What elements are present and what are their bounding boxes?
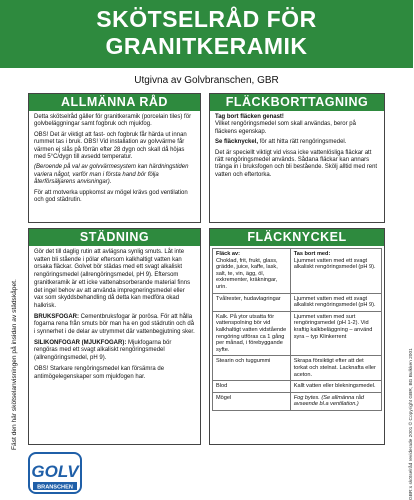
subtitle: Utgivna av Golvbranschen, GBR [134, 75, 279, 86]
paragraph: Cementbruksfogar är porösa. För att hålla fogarna rena från smuts bör man ha en god städrutin och då i synnerhet i de delar av utrymmet där vattenbegjutning sker. [34, 313, 195, 336]
paragraph: (Beroende på val av golvvärmesystem kan härdningstiden variera något, varför man i första hand bör följa återförsäljarens anvisningar). [34, 164, 189, 186]
column-header: Fläck av: [216, 251, 240, 257]
table-cell [290, 249, 381, 294]
title-band [0, 0, 413, 68]
panel-flackborttagning [209, 93, 385, 223]
stain-cell: Stearin och tuggummi [213, 356, 291, 381]
remedy-cell: Fog bytes. (Se allmänna råd avseende bl.a ventilation.) [290, 392, 381, 410]
panel-flacknyckel [209, 228, 385, 445]
stain-cell: Tvålrester, hudavlagringar [213, 293, 291, 311]
panel-stadning [28, 228, 201, 445]
paragraph: För att motverka uppkomst av mögel krävs god ventilation och god städrutin. [34, 189, 188, 204]
bold-label: SILIKONFOGAR (MJUKFOGAR): [34, 339, 127, 346]
paragraph: Detta skötselråd gäller för granitkeramik (porcelain tiles) för golvbeläggningar samt fogbruk och mjukfog. [34, 114, 192, 128]
panel-allmanna-rad [28, 93, 201, 223]
remedy-cell: Ljummet vatten med surt rengöringsmedel (pH 1-2). Vid kraftig kalkbeläggning – använd syra – typ Klinkerrent [290, 311, 381, 356]
remedy-cell: Kallt vatten eller blekningsmedel. [290, 381, 381, 393]
remedy-cell: Ljummet vatten med ett svagt alkaliskt rengöringsmedel (pH 9). [290, 293, 381, 311]
logo-subword: BRANSCHEN [37, 484, 73, 491]
remedy-cell: Skrapa försiktigt efter att det torkat och stelnat. Lacknafta eller aceton. [290, 356, 381, 381]
bold-label: Se fläcknyckel, [215, 139, 259, 146]
panel-heading: ALLMÄNNA RÅD [29, 94, 200, 111]
paragraph: Det är speciellt viktigt vid vissa icke vattenlösliga fläckar att rätt rengöringsmedel används. Sådana fläckar kan annars tränga in i bruksfogen och bli bestående. Skölj alltid med rent vatten och eftertorka. [215, 149, 378, 178]
title-line-2: GRANITKERAMIK [105, 33, 308, 59]
bold-label: Tag bort fläcken genast! [215, 114, 284, 120]
table-row [213, 293, 382, 311]
paragraph: Vilket rengöringsmedel som skall användas, beror på fläckens egenskap. [215, 121, 356, 135]
stain-cell: Blod [213, 381, 291, 393]
stain-text: Choklad, frit, frukt, glass, grädde, juice, kaffe, lask, salt, te, vin, ägg, öl, exkrementer, kräkningar, urin. [216, 257, 278, 290]
table-row [213, 381, 382, 393]
panel-heading: FLÄCKNYCKEL [210, 229, 384, 246]
copyright-text: GBR:s skötselråd reviderade 2001 © Copyright GBR, BG Bulkken 2001 [409, 348, 414, 500]
side-note-right [399, 100, 414, 500]
table-cell [213, 249, 291, 294]
logo-word: GOLV [31, 462, 79, 481]
paragraph: OBS! Starkare rengöringsmedel kan försämra de antimögelegenskaper som mjukfogen har. [34, 365, 165, 380]
table-row [213, 311, 382, 356]
stain-table [212, 248, 382, 411]
paragraph: Mjukfogarna bör rengöras med ett svagt alkaliskt rengöringsmedel (allrengöringsmedel, pH 9). [34, 339, 172, 362]
side-note-left [0, 100, 22, 450]
column-header: Tas bort med: [293, 251, 331, 257]
golvbranschen-logo [28, 452, 82, 494]
panel-heading: STÄDNING [29, 229, 200, 246]
table-row [213, 249, 382, 294]
title-line-1: SKÖTSELRÅD FÖR [96, 6, 317, 32]
paragraph: för att hitta rätt rengöringsmedel. [259, 139, 347, 146]
side-note-text: Fäst den här skötselanvisningen på insidan av städskåpet. [11, 279, 18, 450]
panel-heading: FLÄCKBORTTAGNING [210, 94, 384, 111]
paragraph: Gör det till daglig rutin att avlägsna synlig smuts. Låt inte vatten bli stående i pölar eftersom kalkhaltigt vatten kan orsaka fläckar. Golvet bör städas med ett svagt alkaliskt rengöringsmedel (allrengöringsmedel, pH 9). Eftersom granitkeramik är ett icke vattenabsorberande material finns det ingel behov av att använda impregneringsmedel eller vax som skyddsbehandling då detta kan medföra okad halkrisk. [34, 249, 191, 309]
stain-cell: Mögel [213, 392, 291, 410]
table-row [213, 392, 382, 410]
bold-label: BRUKSFOGAR: [34, 313, 79, 320]
paragraph: OBS! Det är viktigt att fast- och fogbruk får härda ut innan rummet tas i bruk. OBS! Vid installation av golvvärme får värmen ej slås på förrän efter 28 dygn och skall då höjas med 5°C/dygn till avsedd temperatur. [34, 131, 187, 161]
remedy-text: Ljummet vatten med ett svagt alkaliskt rengöringsmedel (pH 9). [293, 257, 376, 271]
stain-cell: Kalk. På ytor utsatta för vattenspolning bör vid kalkhaltigt vatten vidstående rengöring utföras ca 1 gång per månad, i förebyggande syfte. [213, 311, 291, 356]
table-row [213, 356, 382, 381]
